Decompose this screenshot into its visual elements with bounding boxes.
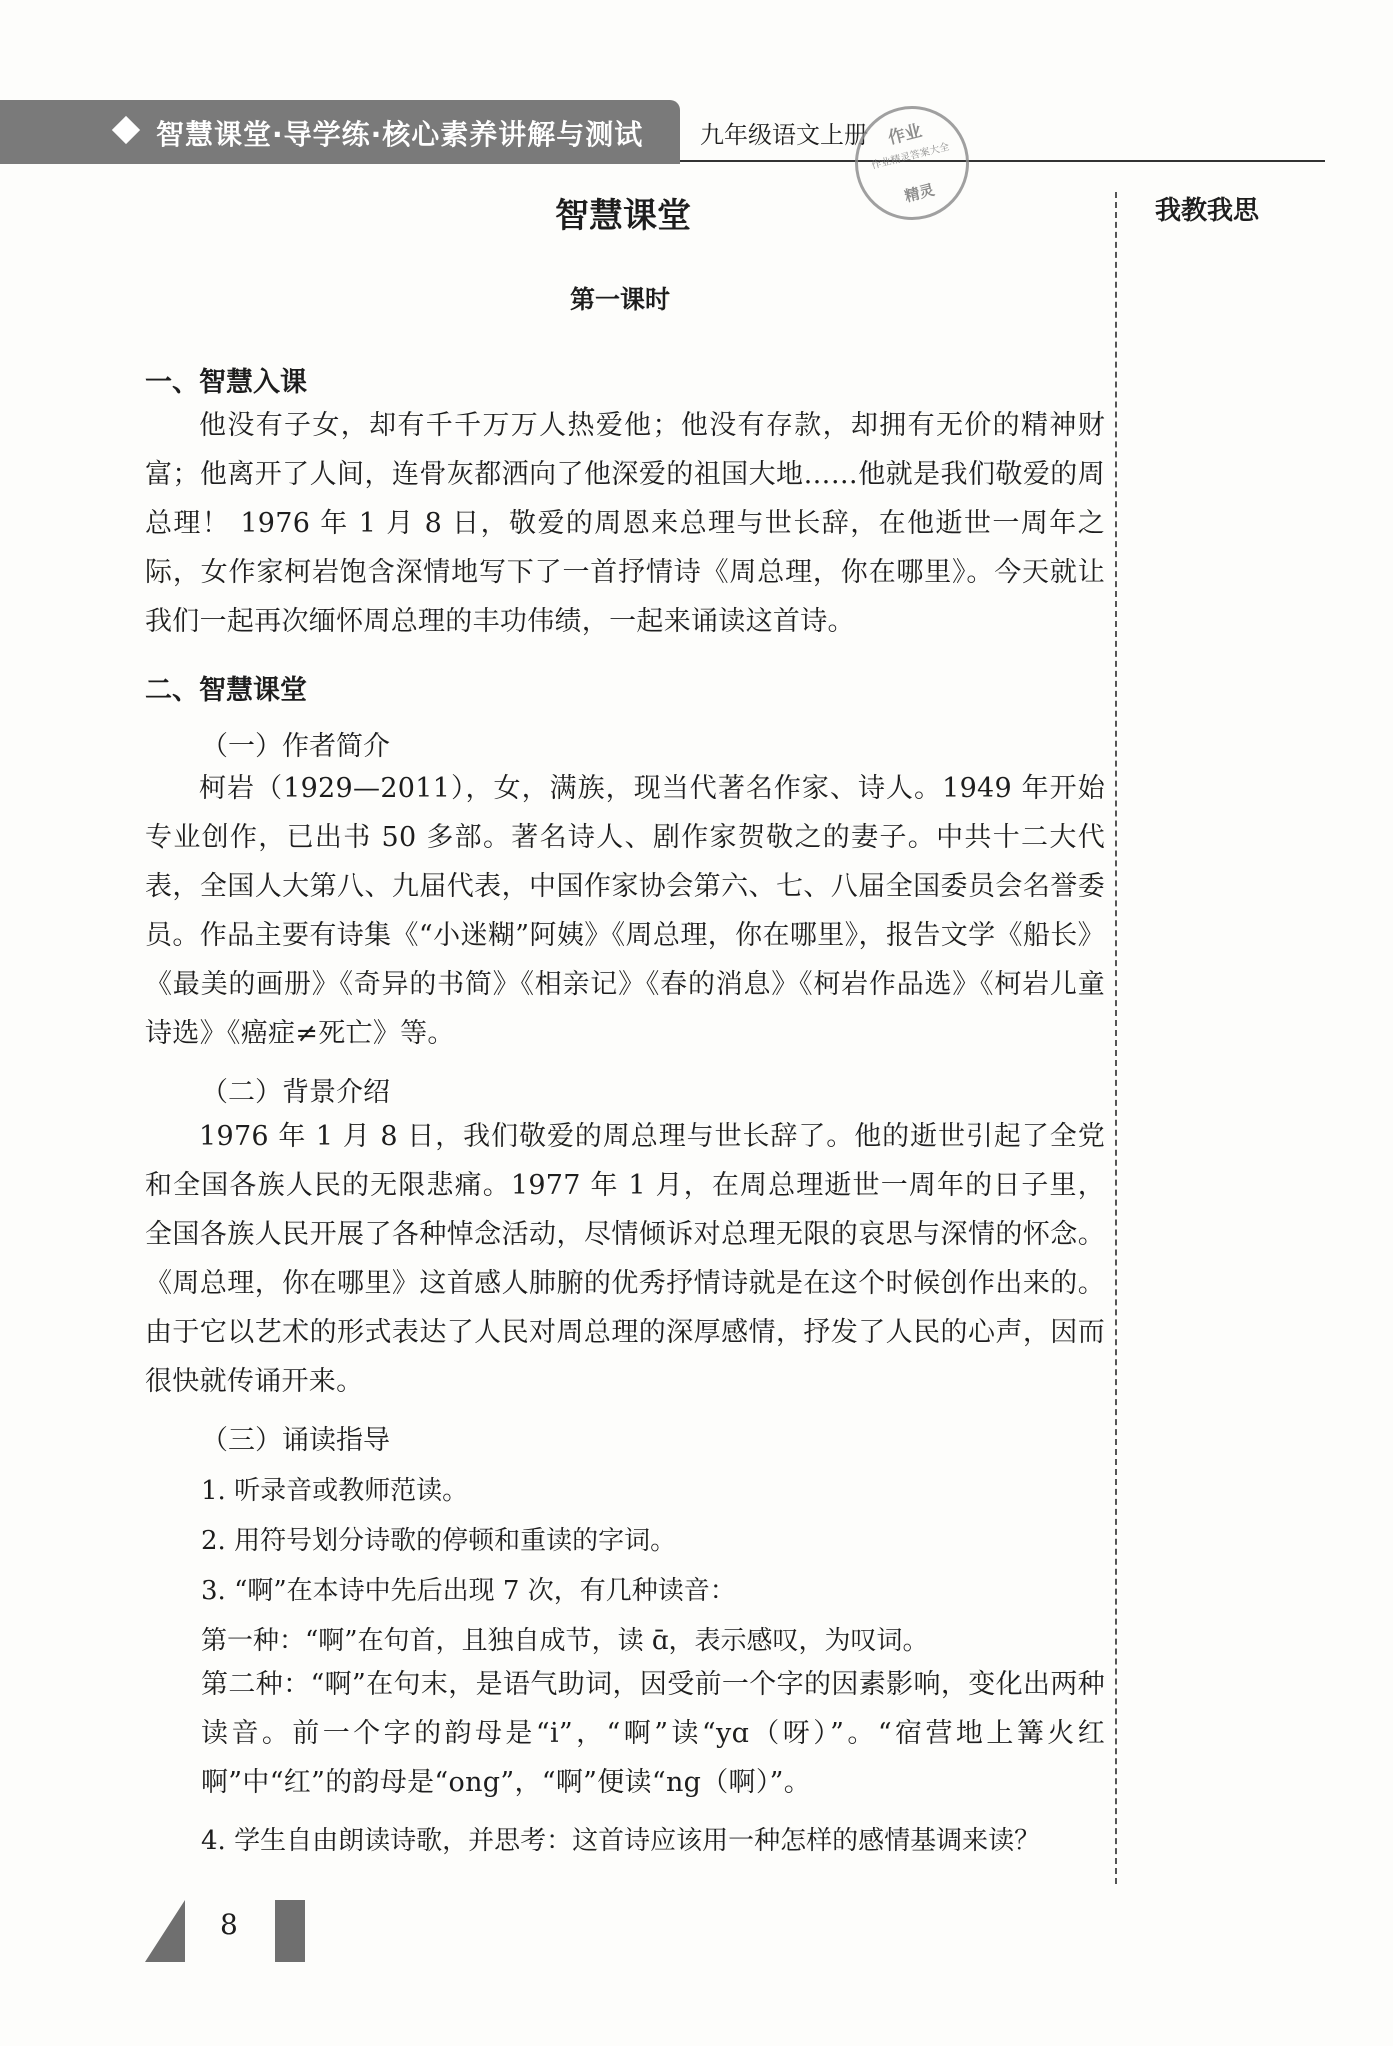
reading-type-1: 第一种：“啊”在句首，且独自成节，读 ɑ̄，表示感叹，为叹词。 xyxy=(201,1626,929,1656)
tab-right-block xyxy=(275,1900,305,1962)
margin-divider xyxy=(1115,192,1117,1884)
series-title: 智慧课堂·导学练·核心素养讲解与测试 xyxy=(156,118,644,151)
author-subheading: （一）作者简介 xyxy=(201,731,390,762)
section-title: 智慧课堂 xyxy=(555,196,691,236)
margin-heading: 我教我思 xyxy=(1155,196,1260,226)
reading-item-4: 4. 学生自由朗读诗歌，并思考：这首诗应该用一种怎样的感情基调来读？ xyxy=(201,1826,1041,1856)
author-paragraph: 柯岩（1929—2011），女，满族，现当代著名作家、诗人。1949 年开始专业创作，已出书 50 多部。著名诗人、剧作家贺敬之的妻子。中共十二大代表，全国人大第八、九届代表，中国作家协会第六、七、八届全国委员会名誉委员。作品主要有诗集《“小迷糊”阿姨》《周总理，你在哪里》，报告文学《船长》《最美的画册》《奇异的书简》《相亲记》《春的消息》《柯岩作品选》《柯岩儿童诗选》《癌症≠死亡》等。 xyxy=(145,773,1105,1049)
lesson-title: 第一课时 xyxy=(570,285,671,314)
tab-left-wedge xyxy=(145,1900,185,1962)
reading-item-3: 3. “啊”在本诗中先后出现 7 次，有几种读音： xyxy=(201,1576,736,1606)
diamond-icon xyxy=(112,116,140,144)
part2-heading: 二、智慧课堂 xyxy=(145,675,307,706)
part1-heading: 一、智慧入课 xyxy=(145,367,307,398)
reading-item-2: 2. 用符号划分诗歌的停顿和重读的字词。 xyxy=(201,1526,677,1556)
stamp-middle-text: 作业精灵答案大全 xyxy=(870,141,951,172)
reading-type-2: 第二种：“啊”在句末，是语气助词，因受前一个字的因素影响，变化出两种读音。前一个字的韵母是“i”，“啊”读“yɑ（呀）”。“宿营地上篝火红啊”中“红”的韵母是“ong”，“啊”便读“ng（啊）”。 xyxy=(201,1669,1105,1798)
page-number: 8 xyxy=(220,1908,238,1941)
stamp-top-text: 作业 xyxy=(886,121,924,149)
book-title: 九年级语文上册 xyxy=(700,121,868,149)
part1-paragraph: 他没有子女，却有千千万万人热爱他；他没有存款，却拥有无价的精神财富；他离开了人间，连骨灰都洒向了他深爱的祖国大地……他就是我们敬爱的周总理！ 1976 年 1 月 8 日，敬爱的周恩来总理与世长辞，在他逝世一周年之际，女作家柯岩饱含深情地写下了一首抒情诗《周总理，你在哪里》。今天就让我们一起再次缅怀周总理的丰功伟绩，一起来诵读这首诗。 xyxy=(145,410,1105,637)
header-rule xyxy=(680,160,1325,162)
background-paragraph: 1976 年 1 月 8 日，我们敬爱的周总理与世长辞了。他的逝世引起了全党和全国各族人民的无限悲痛。1977 年 1 月，在周总理逝世一周年的日子里，全国各族人民开展了各种悼念活动，尽情倾诉对总理无限的哀思与深情的怀念。《周总理，你在哪里》这首感人肺腑的优秀抒情诗就是在这个时候创作出来的。由于它以艺术的形式表达了人民对周总理的深厚感情，抒发了人民的心声，因而很快就传诵开来。 xyxy=(145,1121,1105,1397)
stamp-bottom-text: 精灵 xyxy=(902,180,937,206)
reading-subheading: （三）诵读指导 xyxy=(201,1425,390,1456)
reading-item-1: 1. 听录音或教师范读。 xyxy=(201,1476,469,1506)
background-subheading: （二）背景介绍 xyxy=(201,1077,390,1108)
header-banner xyxy=(0,100,680,164)
